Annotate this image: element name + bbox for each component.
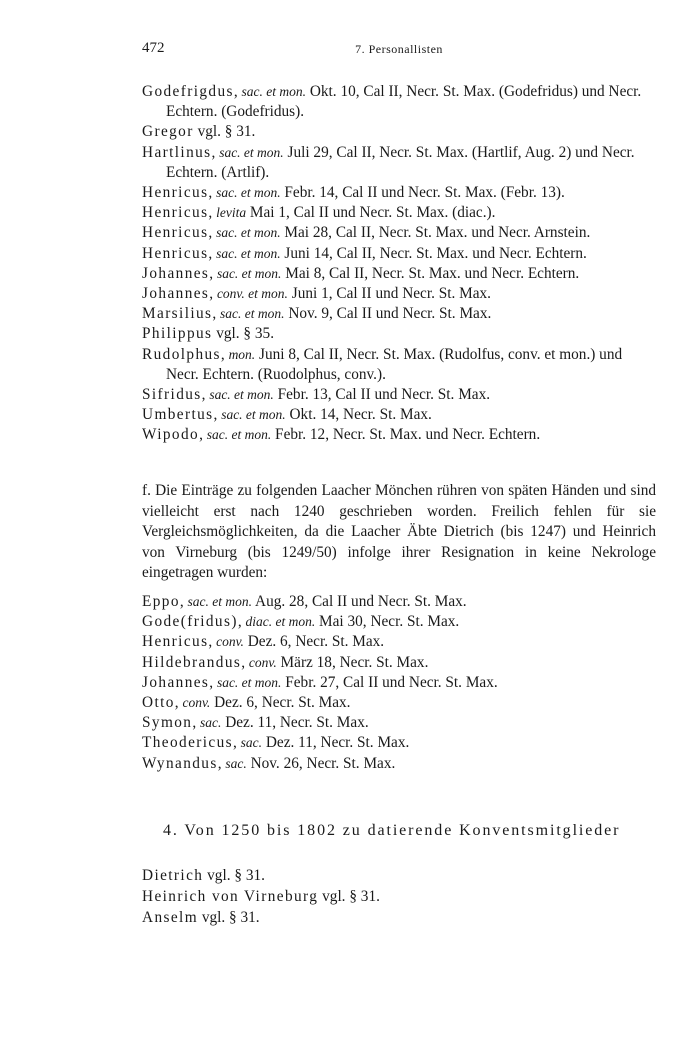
entry-details: Dez. 11, Necr. St. Max. — [262, 734, 410, 752]
list-entry — [142, 122, 656, 142]
entry-name: Otto — [142, 694, 175, 712]
list-entry: Symon, sac. Dez. 11, Necr. St. Max. — [142, 714, 369, 732]
list-entry: Wipodo, sac. et mon. Febr. 12, Necr. St. Max. und Necr. Echtern. — [142, 426, 541, 444]
list-entry: Henricus, levita Mai 1, Cal II und Necr. St. Max. (diac.). — [142, 204, 496, 222]
list-entry: Johannes, conv. et mon. Juni 1, Cal II und Necr. St. Max. — [142, 285, 492, 303]
list-entry: Eppo, sac. et mon. Aug. 28, Cal II und Necr. St. Max. — [142, 593, 467, 610]
entry-status: sac. et mon. — [216, 245, 281, 261]
entry-name: Marsilius — [142, 305, 213, 323]
entry-name: Johannes — [142, 285, 210, 303]
entry-name: Johannes — [142, 264, 210, 282]
entry-status: sac. et mon. — [219, 144, 284, 160]
entry-details: Febr. 12, Necr. St. Max. und Necr. Echtern. — [271, 426, 541, 444]
entry-name: Sifridus — [142, 386, 202, 404]
list-entry: Johannes, sac. et mon. Febr. 27, Cal II und Necr. St. Max. — [142, 673, 498, 691]
entry-details: vgl. § 31. — [201, 909, 260, 926]
entry-status: sac. — [225, 755, 247, 771]
list-entry — [142, 907, 380, 928]
monk-list-4 — [142, 865, 380, 928]
entry-status: sac. et mon. — [221, 407, 286, 423]
entry-name: Theodericus — [142, 734, 234, 752]
entry-details: Dez. 6, Necr. St. Max. — [243, 633, 385, 651]
entry-name: Gode(fridus) — [142, 613, 238, 631]
entry-name: Henricus — [142, 204, 209, 222]
entry-details: Nov. 26, Necr. St. Max. — [246, 754, 396, 772]
entry-details: Mai 1, Cal II und Necr. St. Max. (diac.). — [246, 204, 496, 222]
entry-details: vgl. § 31. — [207, 867, 265, 884]
entry-name: Eppo — [142, 593, 180, 610]
entry-details: März 18, Necr. St. Max. — [276, 653, 429, 671]
entry-details: Dez. 11, Necr. St. Max. — [221, 714, 369, 732]
running-head: 7. Personallisten — [355, 42, 443, 56]
entry-name: Anselm — [142, 909, 198, 926]
entry-name: Dietrich — [142, 867, 204, 884]
entry-name: Henricus — [142, 224, 209, 242]
entry-status: sac. et mon. — [216, 265, 282, 281]
list-entry: Umbertus, sac. et mon. Okt. 14, Necr. St. Max. — [142, 406, 432, 424]
entry-name: Godefrigdus — [142, 83, 234, 100]
entry-details: vgl. § 35. — [216, 325, 275, 343]
entry-details: vgl. § 31. — [197, 123, 256, 141]
entry-status: sac. et mon. — [216, 674, 282, 690]
list-entry: Henricus, conv. Dez. 6, Necr. St. Max. — [142, 633, 385, 651]
entry-name: Henricus — [142, 244, 209, 262]
entry-details: Mai 28, Cal II, Necr. St. Max. und Necr. Arnstein. — [280, 224, 591, 242]
entry-status: sac. et mon. — [206, 427, 272, 443]
section-4-heading: 4. Von 1250 bis 1802 zu datierende Konventsmitglieder — [163, 822, 621, 839]
list-entry — [142, 324, 656, 344]
entry-details: Okt. 14, Necr. St. Max. — [285, 406, 432, 424]
list-entry: Henricus, sac. et mon. Mai 28, Cal II, Necr. St. Max. und Necr. Arnstein. — [142, 224, 591, 242]
list-entry: Wynandus, sac. Nov. 26, Necr. St. Max. — [142, 754, 396, 772]
entry-details: Febr. 27, Cal II und Necr. St. Max. — [281, 673, 498, 691]
list-entry: Sifridus, sac. et mon. Febr. 13, Cal II und Necr. St. Max. — [142, 386, 491, 404]
page-number: 472 — [142, 40, 165, 56]
entry-name: Hartlinus — [142, 143, 212, 161]
entry-name: Johannes — [142, 673, 210, 691]
monk-list-f — [142, 592, 656, 774]
list-entry: Hartlinus, sac. et mon. Juli 29, Cal II, Necr. St. Max. (Hartlif, Aug. 2) und Necr. Echtern. (Artlif). — [142, 143, 635, 181]
entry-details: vgl. § 31. — [322, 888, 380, 905]
entry-status: sac. et mon. — [216, 185, 281, 201]
entry-status: sac. et mon. — [216, 225, 281, 241]
entry-status: mon. — [228, 346, 256, 362]
list-entry: Henricus, sac. et mon. Febr. 14, Cal II und Necr. St. Max. (Febr. 13). — [142, 184, 565, 202]
entry-name: Wipodo — [142, 426, 200, 444]
entry-name: Henricus — [142, 633, 209, 651]
list-entry — [142, 865, 380, 886]
list-entry: Johannes, sac. et mon. Mai 8, Cal II, Necr. St. Max. und Necr. Echtern. — [142, 264, 580, 282]
entry-details: Aug. 28, Cal II und Necr. St. Max. — [252, 593, 467, 610]
list-entry: Otto, conv. Dez. 6, Necr. St. Max. — [142, 694, 351, 712]
entry-status: conv. — [216, 634, 244, 650]
entry-name: Wynandus — [142, 754, 218, 772]
entry-name: Henricus — [142, 184, 209, 202]
entry-status: levita — [216, 205, 247, 221]
entry-status: sac. et mon. — [187, 594, 253, 609]
entry-status: conv. et mon. — [216, 286, 288, 302]
list-entry: Marsilius, sac. et mon. Nov. 9, Cal II und Necr. St. Max. — [142, 305, 492, 323]
entry-details: Febr. 14, Cal II und Necr. St. Max. (Febr. 13). — [280, 184, 565, 202]
entry-details: Mai 30, Necr. St. Max. — [315, 613, 460, 631]
list-entry: Gode(fridus), diac. et mon. Mai 30, Necr. St. Max. — [142, 613, 460, 631]
entry-status: conv. — [182, 695, 211, 711]
entry-name: Philippus — [142, 325, 213, 343]
entry-details: Juni 1, Cal II und Necr. St. Max. — [287, 285, 492, 303]
entry-status: sac. — [200, 715, 222, 731]
entry-details: Dez. 6, Necr. St. Max. — [210, 694, 351, 712]
entry-status: sac. — [240, 735, 263, 751]
entry-details: Mai 8, Cal II, Necr. St. Max. und Necr. Echtern. — [281, 264, 580, 282]
list-entry — [142, 886, 380, 907]
entry-details: Juni 8, Cal II, Necr. St. Max. (Rudolfus, conv. et mon.) und Necr. Echtern. (Ruodolphus, conv.). — [166, 345, 623, 383]
entry-status: sac. et mon. — [220, 306, 285, 322]
entry-details: Juli 29, Cal II, Necr. St. Max. (Hartlif, Aug. 2) und Necr. Echtern. (Artlif). — [166, 143, 635, 181]
entry-details: Nov. 9, Cal II und Necr. St. Max. — [284, 305, 492, 323]
entry-status: diac. et mon. — [245, 614, 316, 630]
entry-status: sac. et mon. — [241, 84, 307, 99]
entry-details: Juni 14, Cal II, Necr. St. Max. und Necr. Echtern. — [280, 244, 587, 262]
entry-name: Umbertus — [142, 406, 214, 424]
entry-name: Gregor — [142, 123, 194, 141]
entry-details: Febr. 13, Cal II und Necr. St. Max. — [273, 386, 491, 404]
list-entry: Henricus, sac. et mon. Juni 14, Cal II, Necr. St. Max. und Necr. Echtern. — [142, 244, 587, 262]
page-header — [142, 40, 656, 62]
list-entry: Hildebrandus, conv. März 18, Necr. St. Max. — [142, 653, 429, 671]
entry-name: Symon — [142, 714, 193, 732]
entry-name: Hildebrandus — [142, 653, 242, 671]
entry-name: Heinrich von Virneburg — [142, 888, 319, 905]
list-entry: Rudolphus, mon. Juni 8, Cal II, Necr. St. Max. (Rudolfus, conv. et mon.) und Necr. Echtern. (Ruodolphus, conv.). — [142, 345, 623, 383]
entry-details: Okt. 10, Cal II, Necr. St. Max. (Godefridus) und Necr. Echtern. (Godefridus). — [166, 83, 642, 121]
list-entry: Theodericus, sac. Dez. 11, Necr. St. Max. — [142, 734, 410, 752]
entry-status: sac. et mon. — [209, 387, 274, 403]
list-entry: Godefrigdus, sac. et mon. Okt. 10, Cal II, Necr. St. Max. (Godefridus) und Necr. Echtern. (Godefridus). — [142, 83, 642, 121]
paragraph-f: f. Die Einträge zu folgenden Laacher Mönchen rühren von späten Händen und sind vielleicht erst nach 1240 geschrieben worden. Freilich fehlen für sie Vergleichsmöglichkeiten, da die Laacher Äbte Dietrich (bis 1247) und Heinrich von Virneburg (bis 1249/50) infolge ihrer Resignation in keine Nekrologe eingetragen wurden: — [142, 482, 656, 581]
monk-list-e — [142, 82, 656, 446]
entry-name: Rudolphus — [142, 345, 221, 363]
entry-status: conv. — [248, 654, 277, 670]
